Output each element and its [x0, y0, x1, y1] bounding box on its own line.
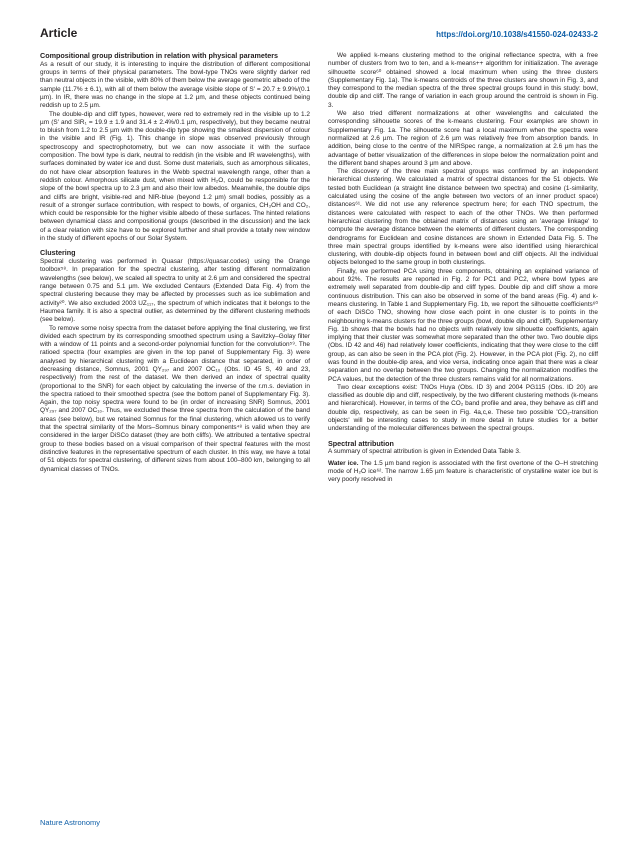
paragraph: Finally, we performed PCA using three components, obtaining an explained variance of about 92%. The results are reported in Fig. 2 for PC1 and PC2, where bowl types are extremely well separated from double-dip and cliff types. Double dip and cliff show a more continuous distribution. This can also be observed in some of the band areas (Fig. 4) and k-means clustering. In Table 1 and Supplementary Fig. 1b, we report the silhouette coefficients⁶⁰ of each DiSCo TNO, showing how close each point in one cluster is to points in the neighbouring k-means clusters for the three groups (bowl, double dip and cliff). Supplementary Fig. 1b shows that the bowls had no objects with relatively low silhouette coefficients, again implying that their cluster was somewhat more separated than the other two. Two double dips (Obs. ID 42 and 46) had relatively lower coefficients, indicating that they were close to the cliff group, as can also be seen in the PCA plot (Fig. 2). However, in the PCA plot (Fig. 2), no cliff was found in the double-dip area, and vice versa, indicating once again that there was a clear separation and no overlap between the two groups. Changing the normalization modifies the PCA values, but the detection of the three clusters remains valid for all normalizations. [328, 267, 598, 383]
paragraph-text: The 1.5 µm band region is associated with the first overtone of the O–H stretching mode of H₂O ice⁶². The narrow 1.65 µm feature is characteristic of crystalline water ice but is very poorly resolved in [328, 459, 598, 484]
left-column [40, 52, 310, 474]
paragraph: A summary of spectral attribution is given in Extended Data Table 3. [328, 448, 521, 456]
paragraph: As a result of our study, it is interesting to inquire the distribution of different compositional groups in terms of their physical parameters. The bowl-type TNOs were slightly darker red than neutral objects in the visible, with 80% of them below the average geometric albedo of the sample (11.7% ± 6.1), with all of them below the average visible slope of S′ = 20.7 ± 9.9%/(0.1 µm). In IR, there was no change in the slope at 1.2 µm, and these objects continued being reddish up to 2.5 µm. [40, 60, 310, 110]
paragraph-water-ice [328, 460, 598, 485]
heading-spectral-attribution: Spectral attribution [328, 438, 394, 448]
section-label: Article [40, 26, 78, 40]
heading-compositional-group: Compositional group distribution in relation with physical parameters [40, 51, 279, 60]
paragraph: We also tried different normalizations at other wavelengths and calculated the corresponding silhouette scores of the k-means clustering. Four examples are shown in Supplementary Fig. 1a. The silhouette score had a local maximum when the spectra were normalized at 2.6 µm. The region of 2.6 µm was relatively free from absorption bands. In addition, being close to the centre of the NIRSpec range, a normalization at 2.6 µm has the advantage of better visualization of the differences in slope below the normalization point and the different band shapes around 3 µm and above. [328, 110, 598, 167]
journal-footer: Nature Astronomy [40, 818, 101, 827]
heading-clustering: Clustering [40, 248, 76, 258]
paragraph: Spectral clustering was performed in Quasar (https://quasar.codes) using the Orange toolbox⁵⁸. In preparation for the spectral clustering, after testing different normalization wavelengths (see below), we scaled all spectra to unity at 2.6 µm and considered the spectral range between 0.75 and 5.1 µm. We excluded Centaurs (Extended Data Fig. 4) from the spectral clustering because they may be affected by processes such as ice sublimation and activity²⁰. We also excluded 2003 UZ₁₁₇, the spectrum of which indicates that it belongs to the Haumea family. It is also a spectral outlier, as determined by the different clustering methods (see below). [40, 258, 310, 324]
right-column [328, 52, 598, 485]
doi-link[interactable]: https://doi.org/10.1038/s41550-024-02433-2 [436, 30, 598, 39]
paragraph: We applied k-means clustering method to the original reflectance spectra, with a free number of clusters from two to ten, and a k-means++ algorithm for initialization. The average silhouette score⁶⁰ obtained showed a local maximum when using the three clusters (Supplementary Fig. 1a). The k-means centroids of the three clusters are shown in Fig. 3, and they correspond to the median spectra of the three spectral groups found in this study: bowl, double dip and cliff. The range of variation in each group around the centroid is shown in Fig. 3. [328, 52, 598, 109]
paragraph: The double-dip and cliff types, however, were red to extremely red in the visible up to 1.2 µm (S′ and SIR₁ = 19.9 ± 1.9 and 31.4 ± 2.4%/0.1 µm, respectively), but they became neutral to bluish from 1.2 to 2.5 µm with the double-dip type showing the smallest dispersion of colour in the visible and IR (Fig. 1). This change in slope was observed previously through spectroscopy and spectrophotometry, but we can now associate it with the surface composition. The bowl type is dark, neutral to reddish (in the visible and IR wavelengths), with surfaces dominated by water ice and dust. Some dust materials, such as amorphous silicates, do not have clear absorption features in the Webb spectral wavelength range, other than a reddish colour. Amorphous silicate dust, when mixed with H₂O, could be responsible for the slope of the bowl spectra up to 2.3 µm and also their low albedos. Meanwhile, the double dips and cliffs are bright, visible-red and NIR-blue (beyond 1.2 µm) small bodies, possibly as a result of a stronger surface contribution, with respect to bowls, of organics, CH₃OH and CO₂, which could be responsible for the higher visible albedo of these surfaces. The hinted relations between dynamical class and compositional groups (described in the discussion) and the lack of a clear relation with size have to be explored further and shall provide a totally new window in the study of different epochs of our Solar System. [40, 110, 310, 243]
runin-heading-water-ice: Water ice. [328, 459, 359, 467]
paragraph: The discovery of the three main spectral groups was confirmed by an independent hierarchical clustering. We calculated a matrix of spectral distances for the 51 objects. We tested both Euclidean (a straight line distance between two spectra) and cosine (1-similarity, calculated using the cosine of the angle between two vectors of an inner product space) distances⁶¹. We did not use any reference spectrum here; for each TNO spectrum, the distances were calculated with respect to each of the other TNOs. We then performed hierarchical clustering from the obtained matrix of distances using an 'average linkage' to compute the average distance between the elements of different clusters. The corresponding dendrograms for Euclidean and cosine distances are shown in Extended Data Fig. 5. The three main spectral groups identified by k-means were also identified using hierarchical clustering, with double-dip objects found in between bowl and cliff objects. All the individual objects belonged to the same group in both clusterings. [328, 168, 598, 267]
paragraph: Two clear exceptions exist: TNOs Huya (Obs. ID 3) and 2004 PG115 (Obs. ID 20) are classified as double dip and cliff, respectively, by the two different clustering methods (k-means and hierarchical). However, in terms of the CO₂ band profile and area, they behave as cliff and double dip, respectively, as can be seen in Fig. 4a,c,e. These two possible 'CO₂-transition objects' will be interesting cases to study in more detail in future studies for a better understanding of the molecular differences between the spectral groups. [328, 383, 598, 433]
running-header [40, 26, 598, 42]
paragraph: To remove some noisy spectra from the dataset before applying the final clustering, we first divided each spectrum by its corresponding smoothed spectrum using a Savitzky–Golay filter with a window of 11 points and a second-order polynomial function for the convolution⁵⁹. The ratioed spectra (four examples are given in the top panel of Supplementary Fig. 3) were analysed by hierarchical clustering with a Euclidean distance that separated, in order of decreasing distance, Somnus, 2001 QY₂₉₇ and 2007 OC₁₀ (Obs. ID 45 S, 49 and 23, respectively) from the rest of the dataset. We then derived an index of spectral quality (proportional to the SNR) for each object by calculating the inverse of the r.m.s. deviation in the spectra ratioed to their smoothed spectra (see the bottom panel of Supplementary Fig. 3). Again, the top noisy spectra were found to be (in order of increasing SNR) Somnus, 2001 QY₂₉₇ and 2007 OC₁₀. Thus, we excluded these three spectra from the calculation of the band areas (see below), but we retained Somnus for the final clustering, which allowed us to verify that the spectral similarity of the Mors–Somnus binary components⁴⁸ is valid when they are considered in the larger DiSCo dataset (they are both cliffs). We attributed a tentative spectral group to these bodies based on a visual comparison of their spectral features with the most distinctive features in the representative spectrum of each cluster. In this way, we have a total of 51 objects for spectral clustering, of different sizes from about 100–800 km, belonging to all dynamical classes of TNOs. [40, 324, 310, 473]
